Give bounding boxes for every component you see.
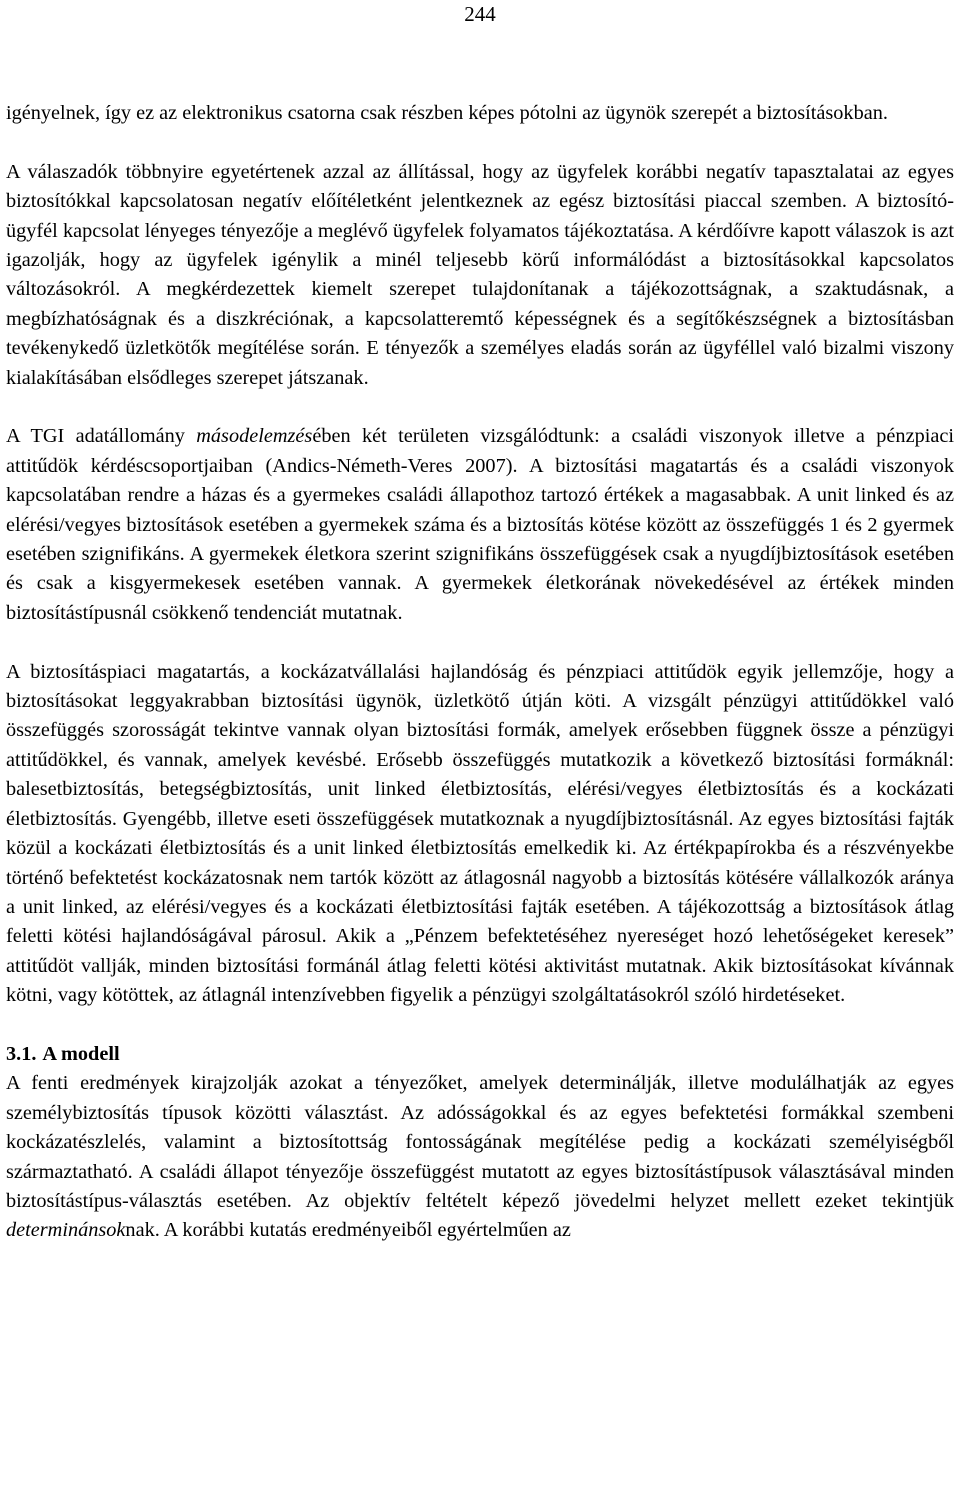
paragraph-4: A biztosításpiaci magatartás, a kockázatvállalási hajlandóság és pénzpiaci attitűdök egyik jellemzője, hogy a biztosításokat leggyakrabban biztosítási ügynök, üzletkötő útján köti. A vizsgált pénzügyi attitűdökkel való összefüggés szorosságát tekintve vannak olyan biztosítási formák, amelyek erősebben függnek össze a pénzügyi attitűdökkel, és vannak, amelyek kevésbé. Erősebb összefüggés mutatkozik a következő biztosítási formáknál: balesetbiztosítás, betegségbiztosítás, unit linked életbiztosítás, elérési/vegyes életbiztosítás és a kockázati életbiztosítás. Gyengébb, illetve eseti összefüggések mutatkoznak a nyugdíjbiztosításnál. Az egyes biztosítási fajták közül a kockázati életbiztosítás és a unit linked életbiztosítás emelkedik ki. Az értékpapírokba és a részvényekbe történő befektetést kockázatosnak nem tartók között az átlagosnál nagyobb a biztosítás kötésére vállalkozók aránya a unit linked, az elérési/vegyes és a kockázati életbiztosítási fajták esetében. A tájékozottság a biztosítások átlag feletti kötési hajlandóságával párosul. Akik a „Pénzem befektetéséhez nyereséget hozó lehetőségeket keresek” attitűdöt vallják, minden biztosítási formánál átlag feletti kötési aktivitást mutatnak. Akik biztosításokat kívánnak kötni, vagy kötöttek, az átlagnál intenzívebben figyelik a pénzügyi szolgáltatásokról szóló hirdetéseket. <box>6 660 954 1007</box>
section-paragraph-1-text-end: nak. A korábbi kutatás eredményeiből egyértelműen az <box>125 1219 571 1242</box>
section-paragraph-1-italic-term: determinánsok <box>6 1219 126 1242</box>
paragraph-2: A válaszadók többnyire egyetértenek azzal az állítással, hogy az ügyfelek korábbi negatív tapasztalatai az egyes biztosítókkal kapcsolatosan negatív előítéletként jelentkeznek az egész biztosítási piaccal szemben. A biztosító-ügyfél kapcsolat lényeges tényezője a meglévő ügyfelek folyamatos tájékoztatása. A kérdőívre kapott válaszok is azt igazolják, hogy az ügyfelek igénylik a minél teljesebb körű informálódást a biztosításokkal kapcsolatos változásokról. A megkérdezettek kiemelt szerepet tulajdonítanak a tájékozottságnak, a szaktudásnak, a megbízhatóságnak és a diszkréciónak, a kapcsolatteremtő képességnek és a segítőkészségnek a biztosításban tevékenykedő üzletkötők megítélése során. E tényezők a személyes eladás során az ügyféllel való bizalmi viszony kialakításában elsődleges szerepet játszanak. <box>6 160 954 389</box>
section-heading <box>6 1040 954 1069</box>
section-title: A modell <box>42 1042 120 1065</box>
section-paragraph-1 <box>6 1069 954 1245</box>
paragraph-3-italic-term: másodelemzés <box>196 425 313 448</box>
paragraph-3-text-end: ében két területen vizsgálódtunk: a családi viszonyok illetve a pénzpiaci attitűdök kérdéscsoportjaiban (Andics-Németh-Veres 2007). A biztosítási magatartás és a családi viszonyok kapcsolatában rendre a házas és a gyermekes családi állapothoz tartozó értékek a magasabbak. A unit linked és az elérési/vegyes biztosítások esetében a gyermekek száma és a biztosítás kötése között az összefüggés 1 és 2 gyermek esetében szignifikáns. A gyermekek életkora szerint szignifikáns összefüggések csak a nyugdíjbiztosítások esetében és csak a kisgyermekesek esetében vannak. A gyermekek életkorának növekedésével az értékek minden biztosítástípusnál csökkenő tendenciát mutatnak. <box>6 425 954 624</box>
document-body <box>6 99 954 1246</box>
section-number: 3.1. <box>6 1042 37 1065</box>
page-number: 244 <box>464 2 496 26</box>
section-paragraph-1-text-start: A fenti eredmények kirajzolják azokat a tényezőket, amelyek determinálják, illetve modulálhatják az egyes személybiztosítás típusok közötti választást. Az adósságokkal és az egyes befektetési formákkal szembeni kockázatészlelés, valamint a biztosítottság fontosságának megítélése pedig a kockázati személyiségből származtatható. A családi állapot tényezője összefüggést mutatott az egyes biztosítástípusok választásával minden biztosítástípus-választás esetében. Az objektív feltételt képező jövedelmi helyzet mellett ezeket tekintjük <box>6 1072 954 1212</box>
paragraph-3-text-start: A TGI adatállomány <box>6 425 197 448</box>
paragraph-3 <box>6 422 954 628</box>
paragraph-1: igényelnek, így ez az elektronikus csatorna csak részben képes pótolni az ügynök szerepét a biztosításokban. <box>6 102 888 124</box>
